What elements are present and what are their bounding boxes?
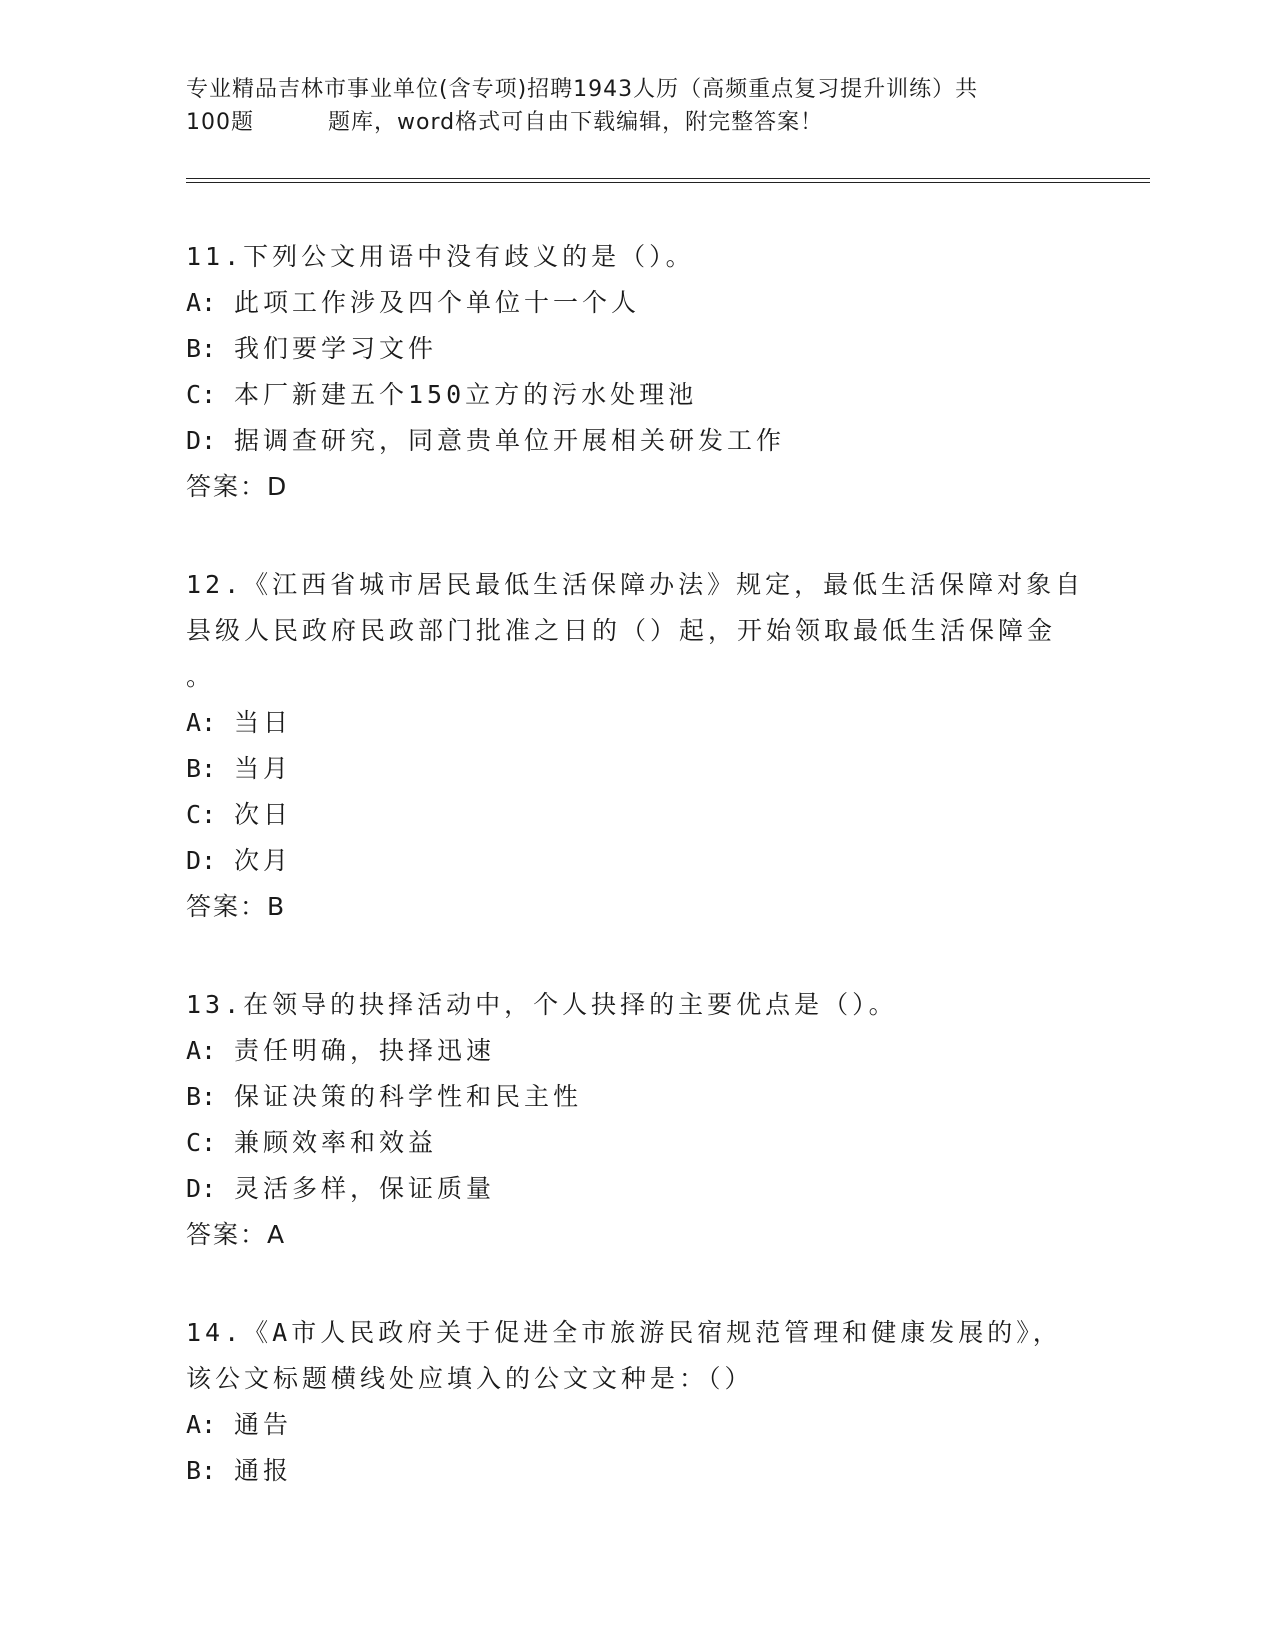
header-line-1: 专业精品吉林市事业单位(含专项)招聘1943人历（高频重点复习提升训练）共 bbox=[186, 77, 979, 102]
option-c bbox=[186, 372, 1086, 418]
answer-line: 答案：A bbox=[186, 1220, 287, 1249]
option-d bbox=[186, 838, 1086, 884]
question-text-line: 12.《江西省城市居民最低生活保障办法》规定，最低生活保障对象自 bbox=[186, 570, 1085, 599]
header-description: 题库，word格式可自由下载编辑，附完整答案！ bbox=[328, 110, 824, 135]
question-text-line: 11.下列公文用语中没有歧义的是（）。 bbox=[186, 242, 695, 271]
document-header bbox=[186, 73, 1086, 139]
option-a bbox=[186, 1402, 1086, 1448]
option-text: 通报 bbox=[234, 1456, 293, 1485]
option-label: A: bbox=[186, 1410, 217, 1439]
option-c bbox=[186, 792, 1086, 838]
option-a bbox=[186, 700, 1086, 746]
option-text: 本厂新建五个150立方的污水处理池 bbox=[234, 380, 698, 409]
question-text bbox=[186, 982, 1086, 1028]
option-label: B: bbox=[186, 334, 217, 363]
option-text: 此项工作涉及四个单位十一个人 bbox=[234, 288, 641, 317]
question-list bbox=[186, 234, 1086, 1494]
option-c bbox=[186, 1120, 1086, 1166]
option-text: 保证决策的科学性和民主性 bbox=[234, 1082, 583, 1111]
answer-line: 答案：B bbox=[186, 892, 287, 921]
option-d bbox=[186, 418, 1086, 464]
option-label: A: bbox=[186, 288, 217, 317]
option-label: B: bbox=[186, 754, 217, 783]
question-13 bbox=[186, 982, 1086, 1258]
option-label: D: bbox=[186, 846, 217, 875]
option-label: C: bbox=[186, 800, 217, 829]
option-text: 次月 bbox=[234, 846, 293, 875]
question-text bbox=[186, 1310, 1086, 1402]
option-text: 灵活多样，保证质量 bbox=[234, 1174, 496, 1203]
question-text bbox=[186, 562, 1086, 700]
question-text bbox=[186, 234, 1086, 280]
option-b bbox=[186, 326, 1086, 372]
option-b bbox=[186, 1448, 1086, 1494]
question-12 bbox=[186, 562, 1086, 930]
question-text-line: 14.《A市人民政府关于促进全市旅游民宿规范管理和健康发展的》， bbox=[186, 1318, 1062, 1347]
question-text-line: 。 bbox=[186, 662, 216, 691]
option-label: D: bbox=[186, 1174, 217, 1203]
option-text: 当日 bbox=[234, 708, 293, 737]
option-label: A: bbox=[186, 708, 217, 737]
option-label: C: bbox=[186, 380, 217, 409]
question-14 bbox=[186, 1310, 1086, 1494]
option-text: 我们要学习文件 bbox=[234, 334, 438, 363]
option-label: D: bbox=[186, 426, 217, 455]
option-label: B: bbox=[186, 1082, 217, 1111]
header-question-count: 100题 bbox=[186, 110, 254, 135]
option-a bbox=[186, 280, 1086, 326]
option-label: A: bbox=[186, 1036, 217, 1065]
header-divider-top bbox=[186, 178, 1150, 179]
question-text-line: 该公文标题横线处应填入的公文文种是：（） bbox=[186, 1364, 754, 1393]
option-d bbox=[186, 1166, 1086, 1212]
header-line-2 bbox=[186, 106, 1086, 139]
option-label: B: bbox=[186, 1456, 217, 1485]
question-11 bbox=[186, 234, 1086, 510]
option-text: 责任明确，抉择迅速 bbox=[234, 1036, 496, 1065]
question-text-line: 13.在领导的抉择活动中，个人抉择的主要优点是（）。 bbox=[186, 990, 898, 1019]
option-b bbox=[186, 746, 1086, 792]
option-a bbox=[186, 1028, 1086, 1074]
option-text: 兼顾效率和效益 bbox=[234, 1128, 438, 1157]
option-label: C: bbox=[186, 1128, 217, 1157]
question-text-line: 县级人民政府民政部门批准之日的（）起，开始领取最低生活保障金 bbox=[186, 616, 1057, 645]
option-text: 通告 bbox=[234, 1410, 293, 1439]
option-text: 次日 bbox=[234, 800, 293, 829]
option-text: 据调查研究，同意贵单位开展相关研发工作 bbox=[234, 426, 786, 455]
option-b bbox=[186, 1074, 1086, 1120]
header-divider-bottom bbox=[186, 182, 1150, 183]
answer-line: 答案：D bbox=[186, 472, 289, 501]
option-text: 当月 bbox=[234, 754, 293, 783]
